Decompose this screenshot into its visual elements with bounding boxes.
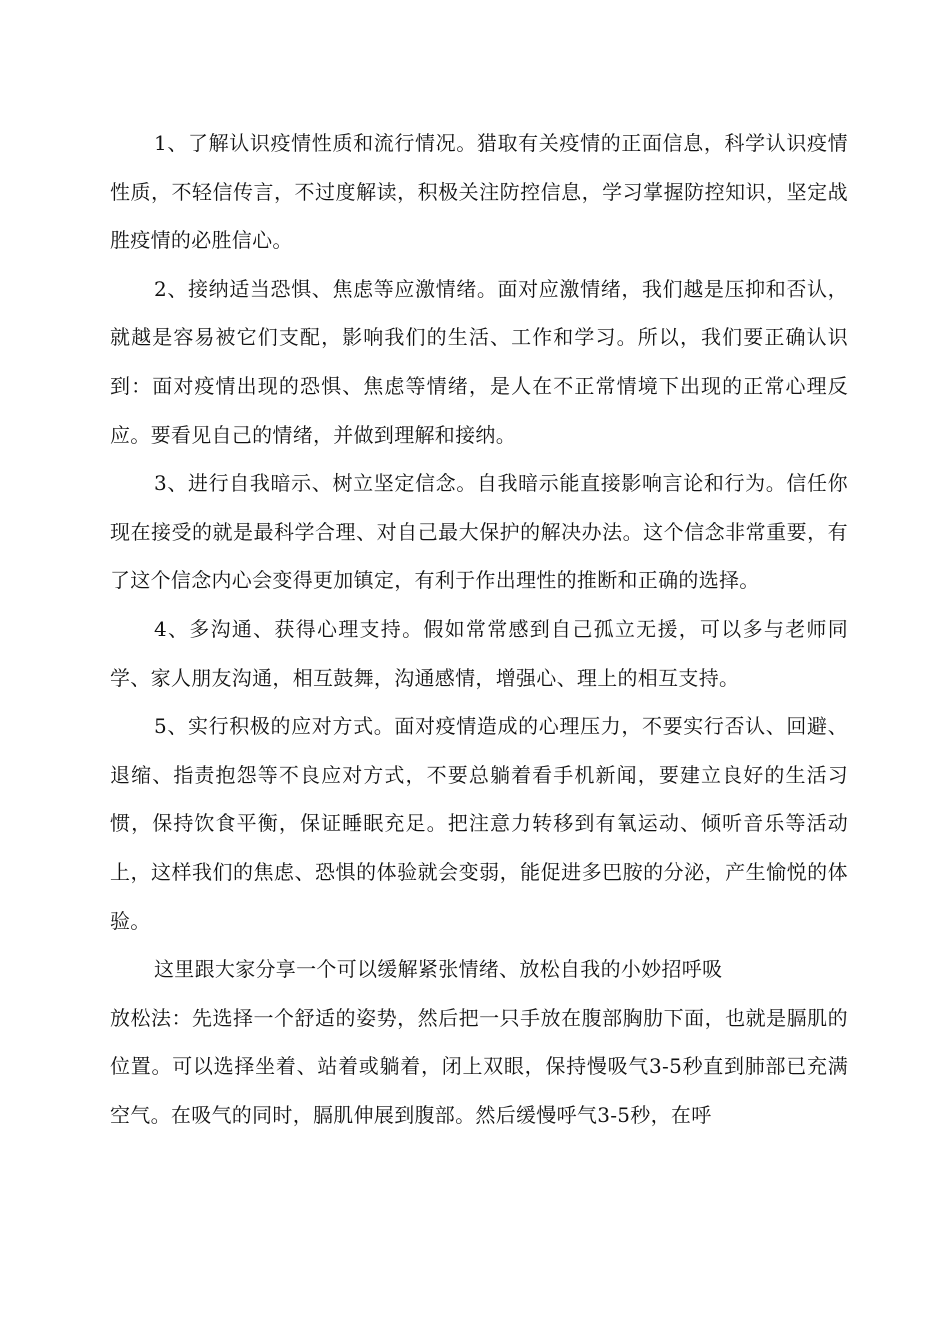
paragraph-6: 这里跟大家分享一个可以缓解紧张情绪、放松自我的小妙招呼吸 [154, 957, 723, 982]
paragraph-3: 3、进行自我暗示、树立坚定信念。自我暗示能直接影响言论和行为。信任你现在接受的就是最科学合理、对自己最大保护的解决办法。这个信念非常重要，有了这个信念内心会变得更加镇定，有利于作出理性的推断和正确的选择。 [110, 471, 848, 593]
paragraph-4: 4、多沟通、获得心理支持。假如常常感到自己孤立无援，可以多与老师同学、家人朋友沟通，相互鼓舞，沟通感情，增强心、理上的相互支持。 [110, 616, 848, 690]
paragraph-2: 2、接纳适当恐惧、焦虑等应激情绪。面对应激情绪，我们越是压抑和否认，就越是容易被它们支配，影响我们的生活、工作和学习。所以，我们要正确认识到：面对疫情出现的恐惧、焦虑等情绪，是人在不正常情境下出现的正常心理反应。要看见自己的情绪，并做到理解和接纳。 [110, 276, 848, 447]
document-body [110, 119, 848, 1139]
paragraph-1: 1、了解认识疫情性质和流行情况。猎取有关疫情的正面信息，科学认识疫情性质，不轻信传言，不过度解读，积极关注防控信息，学习掌握防控知识，坚定战胜疫情的必胜信心。 [110, 131, 848, 253]
paragraph-7: 放松法：先选择一个舒适的姿势，然后把一只手放在腹部胸肋下面，也就是膈肌的位置。可以选择坐着、站着或躺着，闭上双眼，保持慢吸气3-5秒直到肺部已充满空气。在吸气的同时，膈肌伸展到腹部。然后缓慢呼气3-5秒，在呼 [110, 1005, 848, 1127]
paragraph-5: 5、实行积极的应对方式。面对疫情造成的心理压力，不要实行否认、回避、退缩、指责抱怨等不良应对方式，不要总躺着看手机新闻，要建立良好的生活习惯，保持饮食平衡，保证睡眠充足。把注意力转移到有氧运动、倾听音乐等活动上，这样我们的焦虑、恐惧的体验就会变弱，能促进多巴胺的分泌，产生愉悦的体验。 [110, 714, 848, 933]
